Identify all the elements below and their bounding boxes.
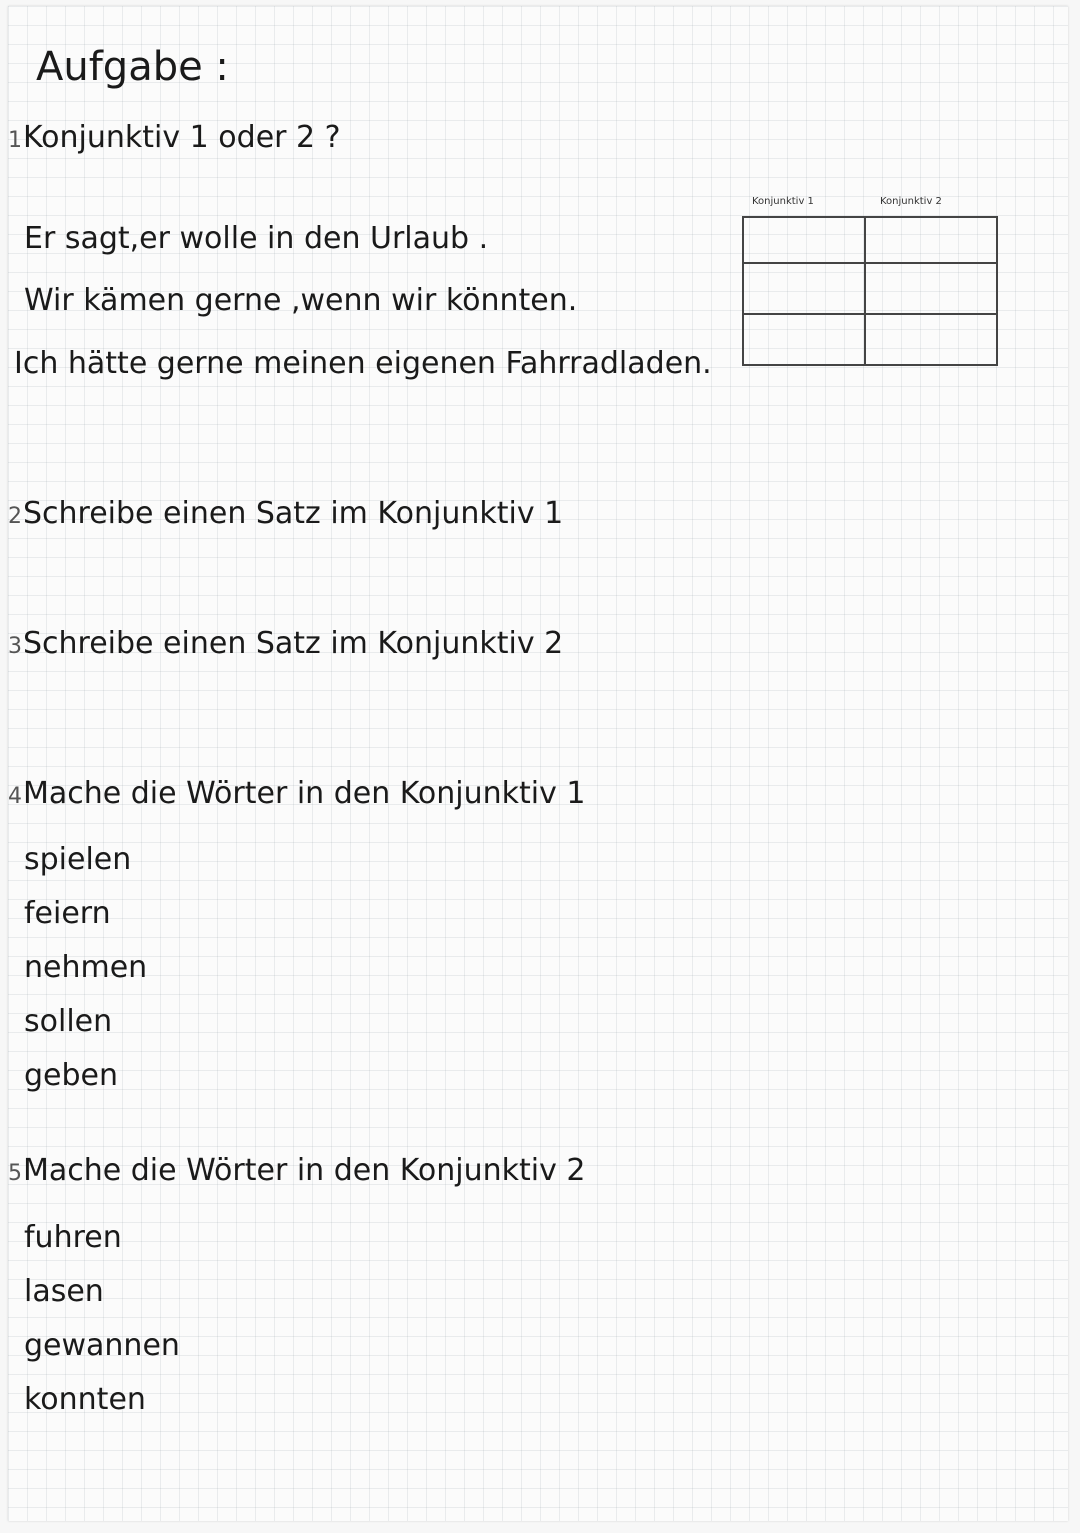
answer-cell[interactable] [743, 217, 865, 263]
task-5-word: konnten [24, 1382, 146, 1417]
task-5-word: fuhren [24, 1220, 122, 1255]
sentence-3: Ich hätte gerne meinen eigenen Fahrradladen. [14, 346, 712, 381]
task-5-word: gewannen [24, 1328, 180, 1363]
task-3-number: 3 [8, 634, 22, 659]
sentence-1: Er sagt,er wolle in den Urlaub . [24, 221, 489, 256]
task-2-number: 2 [8, 504, 22, 529]
answer-table-header [742, 192, 998, 216]
task-2-heading-text: Schreibe einen Satz im Konjunktiv 1 [23, 496, 564, 531]
answer-cell[interactable] [865, 314, 997, 365]
table-header-konjunktiv-2: Konjunktiv 2 [880, 196, 942, 207]
answer-cell[interactable] [865, 217, 997, 263]
answer-cell[interactable] [865, 263, 997, 314]
task-3-heading-text: Schreibe einen Satz im Konjunktiv 2 [23, 626, 564, 661]
task-1-heading-text: Konjunktiv 1 oder 2 ? [23, 120, 341, 155]
task-4-heading [8, 776, 586, 811]
task-1-number: 1 [8, 128, 22, 153]
task-4-number: 4 [8, 784, 22, 809]
answer-table [742, 192, 998, 366]
answer-cell[interactable] [743, 314, 865, 365]
sentence-2: Wir kämen gerne ,wenn wir könnten. [24, 283, 578, 318]
page-title: Aufgabe : [36, 44, 229, 90]
task-2-heading [8, 496, 563, 531]
task-4-heading-text: Mache die Wörter in den Konjunktiv 1 [23, 776, 586, 811]
task-5-heading [8, 1153, 586, 1188]
task-4-word: nehmen [24, 950, 148, 985]
task-4-word: spielen [24, 842, 132, 877]
task-4-word: sollen [24, 1004, 113, 1039]
task-4-word: geben [24, 1058, 119, 1093]
task-4-word: feiern [24, 896, 111, 931]
task-1-heading [8, 120, 341, 155]
task-5-word: lasen [24, 1274, 104, 1309]
task-5-heading-text: Mache die Wörter in den Konjunktiv 2 [23, 1153, 586, 1188]
task-3-heading [8, 626, 563, 661]
answer-grid [742, 216, 998, 366]
worksheet-page [8, 6, 1068, 1521]
answer-cell[interactable] [743, 263, 865, 314]
task-5-number: 5 [8, 1161, 22, 1186]
table-header-konjunktiv-1: Konjunktiv 1 [752, 196, 814, 207]
